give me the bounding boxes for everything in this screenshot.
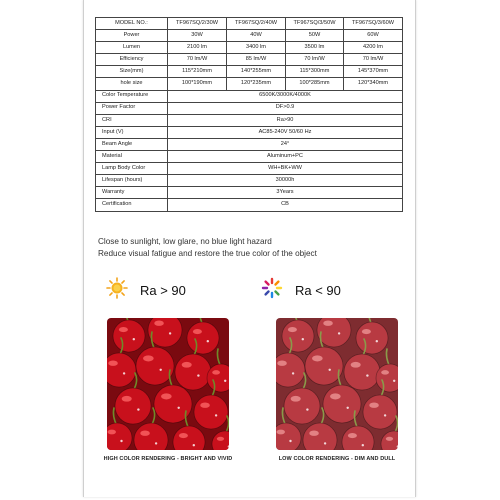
table-cell: 60W (344, 30, 403, 42)
cherries-photo-low-cri (276, 318, 398, 450)
row-label: Power (96, 30, 168, 42)
table-row (96, 126, 403, 138)
row-label: hole size (96, 78, 168, 90)
high-cri-label-group (106, 279, 186, 301)
table-row (96, 42, 403, 54)
table-cell: 100*190mm (168, 78, 227, 90)
row-label: Lamp Body Color (96, 163, 168, 175)
table-row (96, 163, 403, 175)
row-label: Lifespan (hours) (96, 175, 168, 187)
color-wheel-icon (261, 277, 283, 304)
table-row (96, 151, 403, 163)
row-label: Power Factor (96, 102, 168, 114)
table-row (96, 102, 403, 114)
table-row (96, 175, 403, 187)
model-header-cell: TF967SQ/2/30W (168, 18, 227, 30)
table-cell: 70 lm/W (286, 54, 344, 66)
row-label: Certification (96, 199, 168, 211)
note-line-1: Close to sunlight, low glare, no blue light hazard (98, 237, 272, 246)
table-cell: 30W (168, 30, 227, 42)
row-label: Size(mm) (96, 66, 168, 78)
table-cell: 115*300mm (286, 66, 344, 78)
table-cell: 3400 lm (227, 42, 286, 54)
row-label: Warranty (96, 187, 168, 199)
row-label: Material (96, 151, 168, 163)
table-cell: 2100 lm (168, 42, 227, 54)
row-label: CRI (96, 114, 168, 126)
high-cri-label: Ra > 90 (140, 282, 186, 298)
high-cri-caption: HIGH COLOR RENDERING - BRIGHT AND VIVID (103, 456, 233, 462)
table-cell: 24° (168, 138, 403, 150)
table-cell: 85 lm/W (227, 54, 286, 66)
table-cell: 3500 lm (286, 42, 344, 54)
table-cell: WH+BK+WW (168, 163, 403, 175)
table-row (96, 114, 403, 126)
table-cell: 30000h (168, 175, 403, 187)
table-row (96, 138, 403, 150)
table-cell: 120*235mm (227, 78, 286, 90)
table-cell: Ra>90 (168, 114, 403, 126)
table-cell: Aluminum+PC (168, 151, 403, 163)
model-header-cell: TF967SQ/3/50W (286, 18, 344, 30)
table-cell: 70 lm/W (344, 54, 403, 66)
table-cell: 50W (286, 30, 344, 42)
note-line-2: Reduce visual fatigue and restore the true color of the object (98, 249, 317, 258)
table-cell: 100*285mm (286, 78, 344, 90)
table-cell: 6500K/3000K/4000K (168, 90, 403, 102)
table-cell: 4200 lm (344, 42, 403, 54)
row-label: Color Temperature (96, 90, 168, 102)
table-row (96, 30, 403, 42)
row-label: Beam Angle (96, 138, 168, 150)
spec-table (95, 17, 403, 212)
row-label: Efficiency (96, 54, 168, 66)
table-cell: CB (168, 199, 403, 211)
table-cell: 120*340mm (344, 78, 403, 90)
table-cell: 70 lm/W (168, 54, 227, 66)
table-row (96, 199, 403, 211)
sun-icon (106, 277, 128, 304)
table-cell: AC85-240V 50/60 Hz (168, 126, 403, 138)
table-row (96, 187, 403, 199)
table-cell: 40W (227, 30, 286, 42)
table-row (96, 78, 403, 90)
table-cell: 3Years (168, 187, 403, 199)
spec-sheet (83, 0, 416, 497)
low-cri-caption: LOW COLOR RENDERING - DIM AND DULL (278, 456, 396, 462)
table-cell: 115*210mm (168, 66, 227, 78)
model-header-cell: TF967SQ/2/40W (227, 18, 286, 30)
row-label: Input (V) (96, 126, 168, 138)
cherries-photo-high-cri (107, 318, 229, 450)
row-label: Lumen (96, 42, 168, 54)
model-no-label: MODEL NO.: (96, 18, 168, 30)
low-cri-label-group (261, 279, 341, 301)
low-cri-label: Ra < 90 (295, 282, 341, 298)
table-cell: DF>0.9 (168, 102, 403, 114)
benefit-notes (98, 236, 317, 260)
table-header-row (96, 18, 403, 30)
table-row (96, 90, 403, 102)
model-header-cell: TF967SQ/3/60W (344, 18, 403, 30)
table-cell: 140*255mm (227, 66, 286, 78)
table-row (96, 66, 403, 78)
table-row (96, 54, 403, 66)
table-cell: 145*370mm (344, 66, 403, 78)
